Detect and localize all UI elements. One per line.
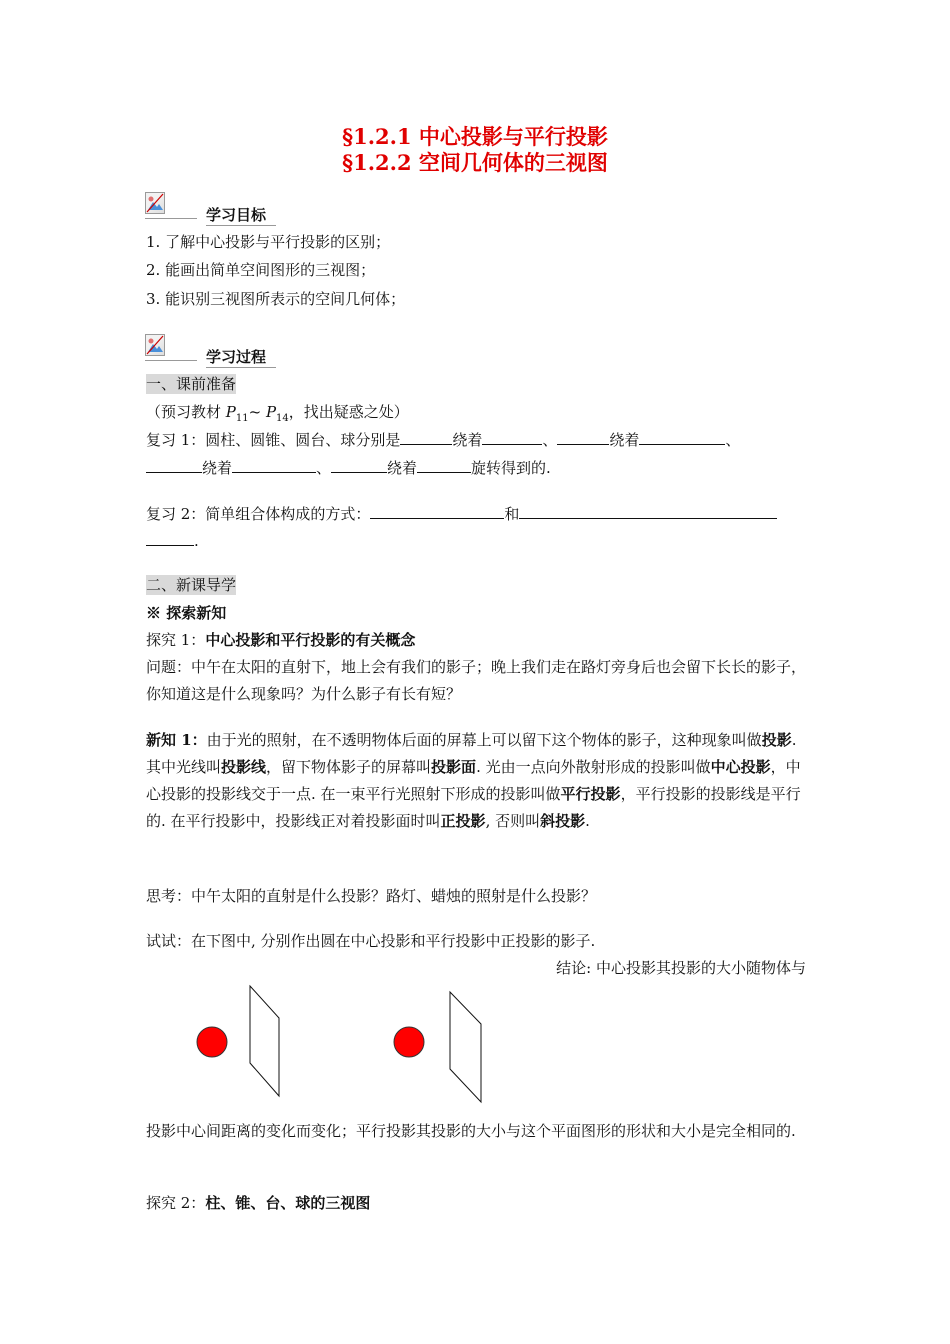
- plane-left: [250, 986, 279, 1096]
- question-paragraph: 问题：中午在太阳的直射下，地上会有我们的影子；晚上我们走在路灯旁身后也会留下长长的影子，你知道这是什么现象吗？为什么影子有长有短？: [146, 658, 807, 703]
- conclusion-start: 结论: 中心投影其投影的大小随物体与: [556, 959, 806, 977]
- explore1-heading: 探究 1：中心投影和平行投影的有关概念: [146, 631, 416, 649]
- title-line-2: §1.2.2 空间几何体的三视图: [342, 150, 608, 175]
- circle-left: [197, 1027, 227, 1057]
- try-instruction: 试试：在下图中, 分别作出圆在中心投影和平行投影中正投影的影子.: [146, 932, 596, 950]
- goal-item-1: 1. 了解中心投影与平行投影的区别；: [146, 233, 391, 251]
- conclusion-paragraph: 投影中心间距离的变化而变化；平行投影其投影的大小与这个平面图形的形状和大小是完全相同的.: [146, 1122, 796, 1140]
- review2-line2: .: [146, 530, 199, 551]
- preview-note: （预习教材 $P_{11}\sim$ $P_{14}$，找出疑惑之处）: [146, 403, 409, 424]
- think-question: 思考：中午太阳的直射是什么投影？路灯、蜡烛的照射是什么投影？: [146, 887, 597, 905]
- process-heading: 学习过程: [206, 347, 276, 368]
- explore2-heading: 探究 2：柱、锥、台、球的三视图: [146, 1194, 371, 1212]
- goal-item-3: 3. 能识别三视图所表示的空间几何体；: [146, 290, 406, 308]
- newknow-paragraph: 新知 1：由于光的照射，在不透明物体后面的屏幕上可以留下这个物体的影子，这种现象叫做投影. 其中光线叫投影线，留下物体影子的屏幕叫投影面. 光由一点向外散射形成的投影叫做中心投影，中心投影的投影线交于一点. 在一束平行光照射下形成的投影叫做平行投影，平行投影的投影线是平行的. 在平行投影中，投影线正对着投影面时叫正投影, 否则叫斜投影.: [146, 731, 801, 830]
- plane-right: [450, 992, 481, 1102]
- title-line-1: §1.2.1 中心投影与平行投影: [342, 124, 608, 149]
- goal-item-2: 2. 能画出简单空间图形的三视图；: [146, 261, 376, 279]
- part1-title: 一、课前准备: [146, 375, 237, 393]
- review2-line1: 复习 2：简单组合体构成的方式： 和: [146, 503, 777, 524]
- review1-line2: 绕着 、 绕着 旋转得到的.: [146, 457, 551, 478]
- explore-title: ※ 探索新知: [146, 604, 227, 622]
- part2-title: 二、新课导学: [146, 576, 237, 594]
- circle-right: [394, 1027, 424, 1057]
- goals-heading: 学习目标: [206, 205, 276, 226]
- review1-line1: 复习 1：圆柱、圆锥、圆台、球分别是 绕着 、 绕着 、: [146, 431, 741, 449]
